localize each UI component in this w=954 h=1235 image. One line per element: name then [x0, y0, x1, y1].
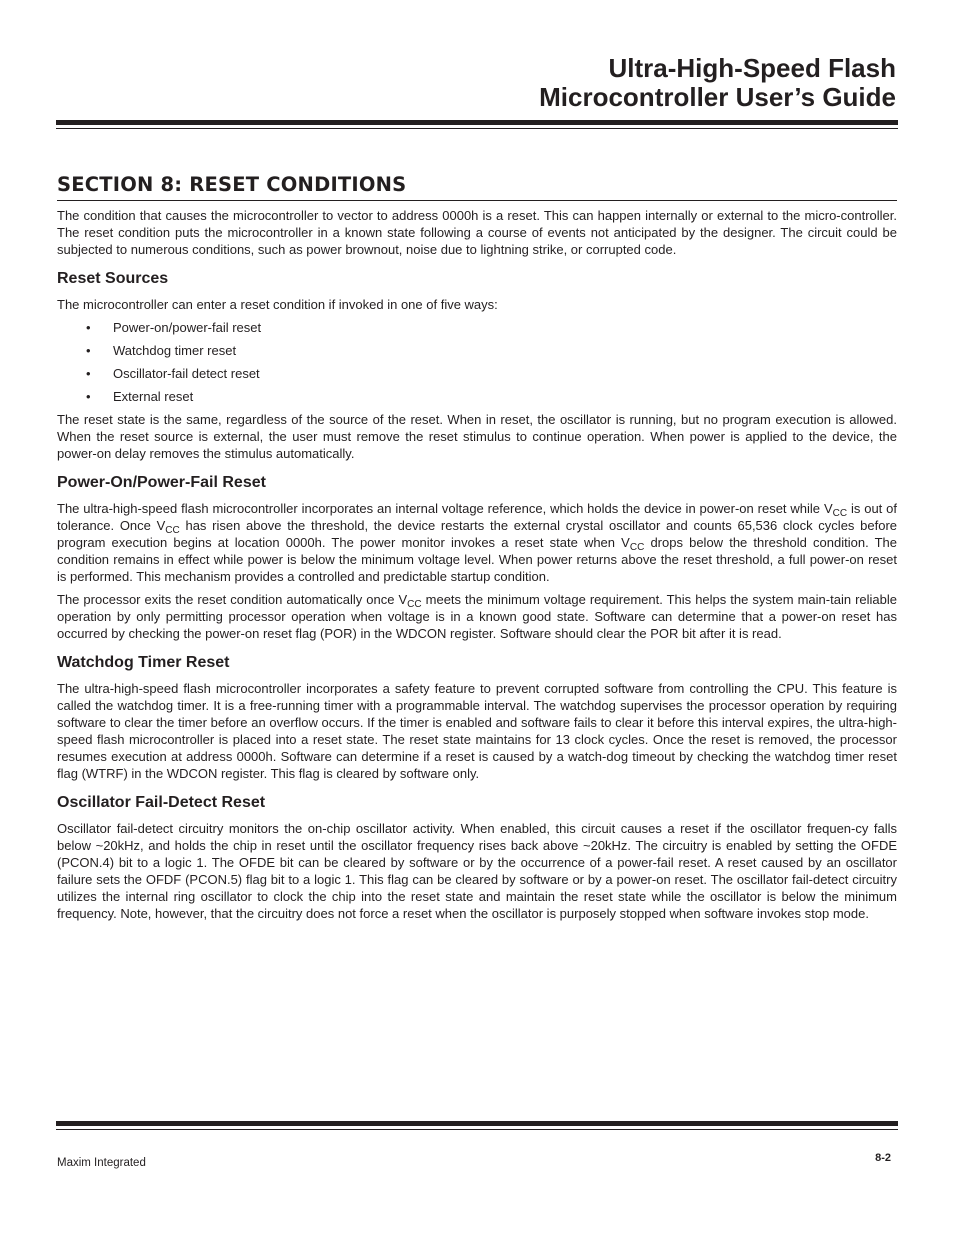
heading-oscillator-reset: Oscillator Fail-Detect Reset [57, 794, 266, 811]
list-item-text: External reset [113, 389, 194, 404]
header-rule-thin [56, 128, 898, 129]
reset-sources-lead: The microcontroller can enter a reset condition if invoked in one of five ways: [57, 297, 498, 312]
power-on-paragraph-2: The processor exits the reset condition automatically once $V_{CC}$ meets the minimum voltage requirement. This helps the system main-tain reliable operation by only permitting processor operation when voltage is in a known good state. Software can determine that a power-on reset has occurred by checking the power-on reset flag (POR) in the WDCON register. Software should clear the POR bit after it is read. [57, 592, 898, 641]
section-intro: The condition that causes the microcontroller to vector to address 0000h is a reset. This can happen internally or external to the micro-controller. The reset condition puts the microcontroller in a known state following a course of events not anticipated by the designer. The circuit could be subjected to numerous conditions, such as power brownout, noise due to lightning strike, or corrupted code. [57, 208, 897, 257]
list-item [57, 319, 897, 336]
list-item-text: Oscillator-fail detect reset [113, 366, 260, 381]
power-on-paragraph-1: The ultra-high-speed flash microcontroller incorporates an internal voltage reference, which holds the device in power-on reset while $V_{CC}$ is out of tolerance. Once $V_{CC}$ has risen above the threshold, the device restarts the external crystal oscillator and counts 65,536 clock cycles before program execution begins at location 0000h. The power monitor invokes a reset state when $V_{CC}$ drops below the threshold condition. The condition remains in effect while power is below the minimum voltage level. When power returns above the reset threshold, a full power-on reset is performed. This mechanism provides a controlled and predictable startup condition. [57, 501, 898, 584]
heading-power-on-reset: Power-On/Power-Fail Reset [57, 474, 266, 491]
section-title: SECTION 8: RESET CONDITIONS [57, 173, 897, 201]
document-title [539, 54, 896, 112]
document-title-line-1: Ultra-High-Speed Flash [608, 53, 896, 83]
page-number: 8-2 [875, 1152, 891, 1164]
bullet-icon: • [86, 366, 91, 381]
oscillator-paragraph: Oscillator fail-detect circuitry monitors the on-chip oscillator activity. When enabled, this circuit causes a reset if the oscillator frequen-cy falls below ~20kHz, and holds the chip in reset until the oscillator frequency rises back above ~20kHz. The circuitry is enabled by setting the OFDE (PCON.4) bit to a logic 1. The OFDE bit can be cleared by software or by the occurrence of a power-fail reset. A reset caused by an oscillator failure sets the OFDF (PCON.5) flag bit to a logic 1. This flag can be cleared by software or by a power-on reset. The oscillator fail-detect circuitry utilizes the internal ring oscillator to clock the chip into the reset state and maintain the reset state while the oscillator is below the minimum frequency. Note, however, that the circuitry does not force a reset when the oscillator is purposely stopped when software invokes stop mode. [57, 821, 897, 921]
heading-reset-sources: Reset Sources [57, 270, 169, 287]
reset-sources-body: The reset state is the same, regardless of the source of the reset. When in reset, the oscillator is running, but no program execution is allowed. When the reset source is external, the user must remove the reset stimulus to continue operation. When power is applied to the device, the power-on delay removes the stimulus automatically. [57, 412, 897, 461]
list-item-text: Power-on/power-fail reset [113, 320, 262, 335]
bullet-icon: • [86, 343, 91, 358]
footer-rule-thin [56, 1129, 898, 1130]
footer-company: Maxim Integrated [57, 1157, 146, 1169]
page-content [57, 173, 897, 928]
list-item-text: Watchdog timer reset [113, 343, 237, 358]
list-item [57, 342, 897, 359]
watchdog-paragraph: The ultra-high-speed flash microcontroller incorporates a safety feature to prevent corrupted software from controlling the CPU. This feature is called the watchdog timer. It is a free-running timer with a programmable interval. The watchdog supervises the processor operation by requiring software to clear the timer before an overflow occurs. If the timer is enabled and software fails to clear it before this interval expires, the ultra-high-speed flash microcontroller is placed into a reset state. The reset state maintains for 13 clock cycles. Once the reset is removed, the processor resumes execution at address 0000h. Software can determine if a reset is caused by a watch-dog timeout by checking the watchdog timer reset flag (WTRF) in the WDCON register. This flag is cleared by software only. [57, 681, 897, 781]
document-title-line-2: Microcontroller User’s Guide [539, 82, 896, 112]
footer-rule-thick [56, 1121, 898, 1126]
list-item [57, 388, 897, 405]
reset-sources-list [57, 319, 897, 405]
list-item [57, 365, 897, 382]
heading-watchdog-reset: Watchdog Timer Reset [57, 654, 230, 671]
bullet-icon: • [86, 320, 91, 335]
header-rule-thick [56, 120, 898, 125]
bullet-icon: • [86, 389, 91, 404]
